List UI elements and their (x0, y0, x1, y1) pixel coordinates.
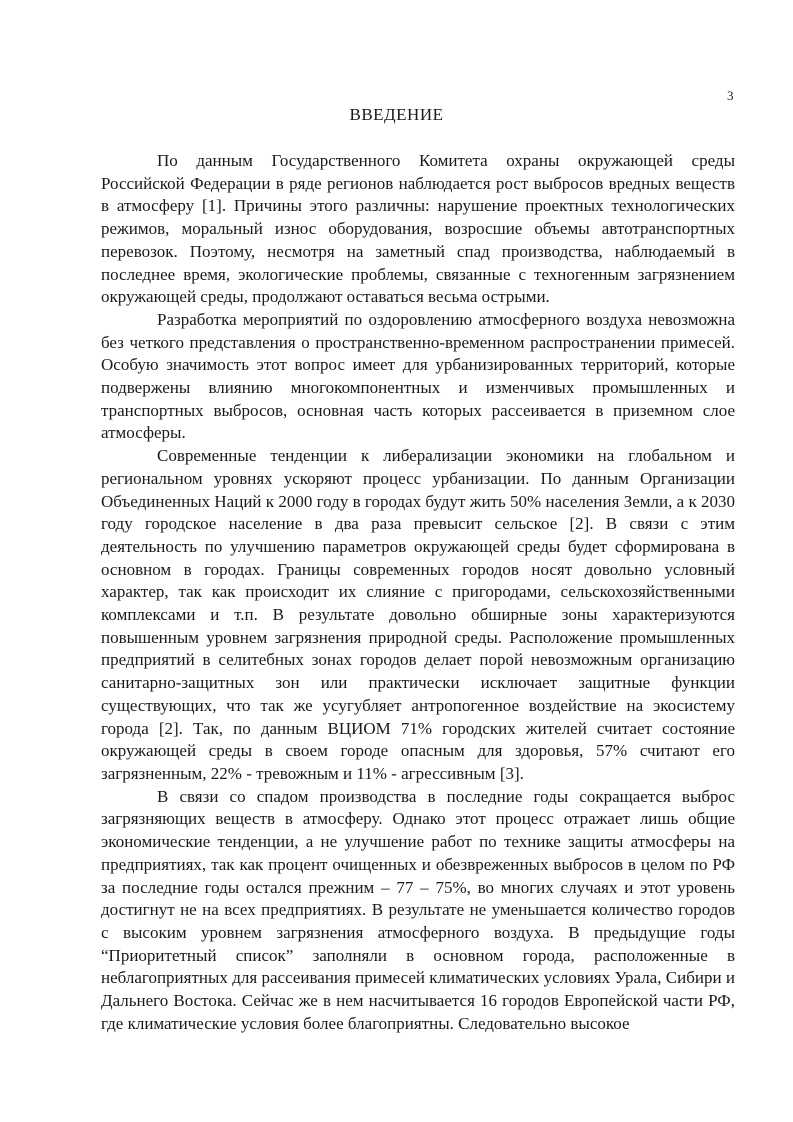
page-number: 3 (727, 88, 734, 103)
paragraph: В связи со спадом производства в последние годы сокращается выброс загрязняющих веществ в атмосферу. Однако этот процесс отражает лишь общие экономические тенденции, а не улучшение работ по технике защиты атмосферы на предприятиях, так как процент очищенных и обезвреженных выбросов в целом по РФ за последние годы остался прежним – 77 – 75%, во многих случаях и этот уровень достигнут не на всех предприятиях. В результате не уменьшается количество городов с высоким уровнем загрязнения атмосферного воздуха. В предыдущие годы “Приоритетный список” заполняли в основном города, расположенные в неблагоприятных для рассеивания примесей климатических условиях Урала, Сибири и Дальнего Востока. Сейчас же в нем насчитывается 16 городов Европейской части РФ, где климатические условия более благоприятны. Следовательно высокое (101, 786, 735, 1033)
page-title: ВВЕДЕНИЕ (349, 105, 444, 124)
paragraph: Разработка мероприятий по оздоровлению атмосферного воздуха невозможна без четкого представления о пространственно-временном распространении примесей. Особую значимость этот вопрос имеет для урбанизированных территорий, которые подвержены влиянию многокомпонентных и изменчивых промышленных и транспортных выбросов, основная часть которых рассеивается в приземном слое атмосферы. (101, 309, 735, 443)
paragraph: Современные тенденции к либерализации экономики на глобальном и региональном уровнях ускоряют процесс урбанизации. По данным Организации Объединенных Наций к 2000 году в городах будут жить 50% населения Земли, а к 2030 году городское население в два раза превысит сельское [2]. В связи с этим деятельность по улучшению параметров окружающей среды будет сформирована в основном в городах. Границы современных городов носят довольно условный характер, так как происходит их слияние с пригородами, сельскохозяйственными комплексами и т.п. В результате довольно обширные зоны характеризуются повышенным уровнем загрязнения природной среды. Расположение промышленных предприятий в селитебных зонах городов делает порой невозможным организацию санитарно-защитных зон или практически исключает защитные функции существующих, что так же усугубляет антропогенное воздействие на экосистему города [2]. Так, по данным ВЦИОМ 71% городских жителей считает состояние окружающей среды в своем городе опасным для здоровья, 57% считают его загрязненным, 22% - тревожным и 11% - агрессивным [3]. (101, 446, 735, 783)
body-text (101, 150, 735, 1035)
paragraph: По данным Государственного Комитета охраны окружающей среды Российской Федерации в ряде регионов наблюдается рост выбросов вредных веществ в атмосферу [1]. Причины этого различны: нарушение проектных технологических режимов, моральный износ оборудования, возросшие объемы автотранспортных перевозок. Поэтому, несмотря на заметный спад производства, наблюдаемый в последнее время, экологические проблемы, связанные с техногенным загрязнением окружающей среды, продолжают оставаться весьма острыми. (101, 151, 735, 307)
